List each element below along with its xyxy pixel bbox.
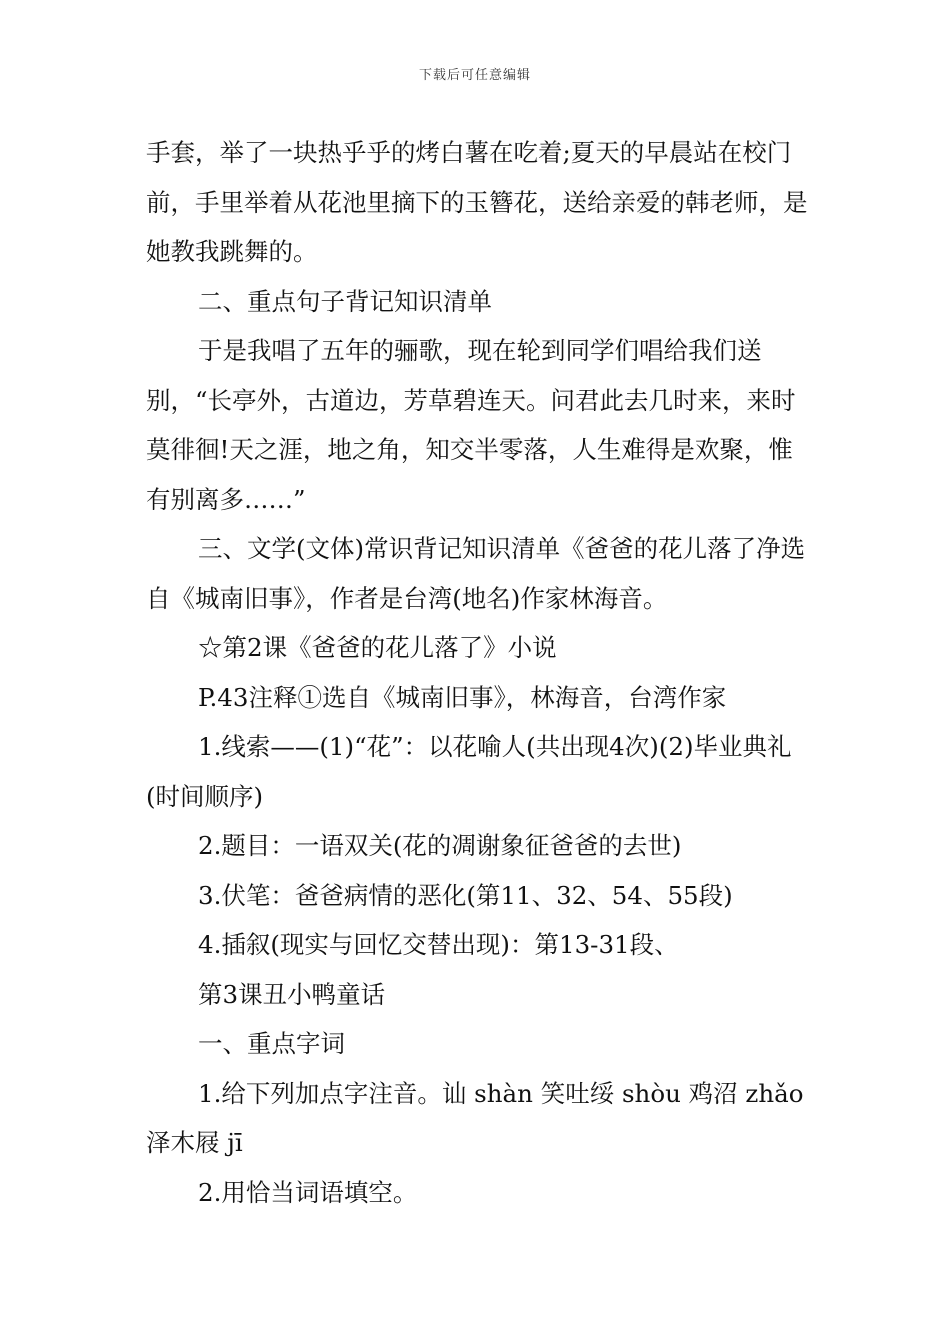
- list-item: 1.线索——(1)“花”：以花喻人(共出现4次)(2)毕业典礼(时间顺序): [146, 732, 792, 811]
- list-item: 3.伏笔：爸爸病情的恶化(第11、32、54、55段): [198, 880, 733, 910]
- list-item: 4.插叙(现实与回忆交替出现)：第13-31段、: [198, 930, 679, 959]
- section-heading: 二、重点句子背记知识清单: [198, 286, 492, 316]
- list-item: 1.给下列加点字注音。讪 shàn 笑吐绥 shòu 鸡沼 zhǎo 泽木屐 jī: [146, 1078, 804, 1157]
- paragraph: P.43注释①选自《城南旧事》，林海音，台湾作家: [198, 682, 727, 712]
- section-heading: 一、重点字词: [198, 1029, 345, 1058]
- paragraph: 手套，举了一块热乎乎的烤白薯在吃着;夏天的早晨站在校门前，手里举着从花池里摘下的玉簪花，送给亲爱的韩老师，是她教我跳舞的。: [146, 138, 808, 266]
- paragraph: 于是我唱了五年的骊歌，现在轮到同学们唱给我们送别，“长亭外，古道边，芳草碧连天。问君此去几时来，来时莫徘徊!天之涯，地之角，知交半零落，人生难得是欢聚，惟有别离多……”: [146, 336, 796, 514]
- section-heading: 三、文学(文体)常识背记知识清单《爸爸的花儿落了净选自《城南旧事》，作者是台湾(地名)作家林海音。: [146, 534, 806, 613]
- lesson-title: 第3课丑小鸭童话: [198, 979, 386, 1009]
- document-body: [146, 128, 810, 1217]
- list-item: 2.用恰当词语填空。: [198, 1177, 418, 1207]
- page-header: 下载后可任意编辑: [418, 68, 531, 83]
- list-item: 2.题目：一语双关(花的凋谢象征爸爸的去世): [198, 831, 682, 860]
- lesson-title: ☆第2课《爸爸的花儿落了》小说: [198, 633, 557, 662]
